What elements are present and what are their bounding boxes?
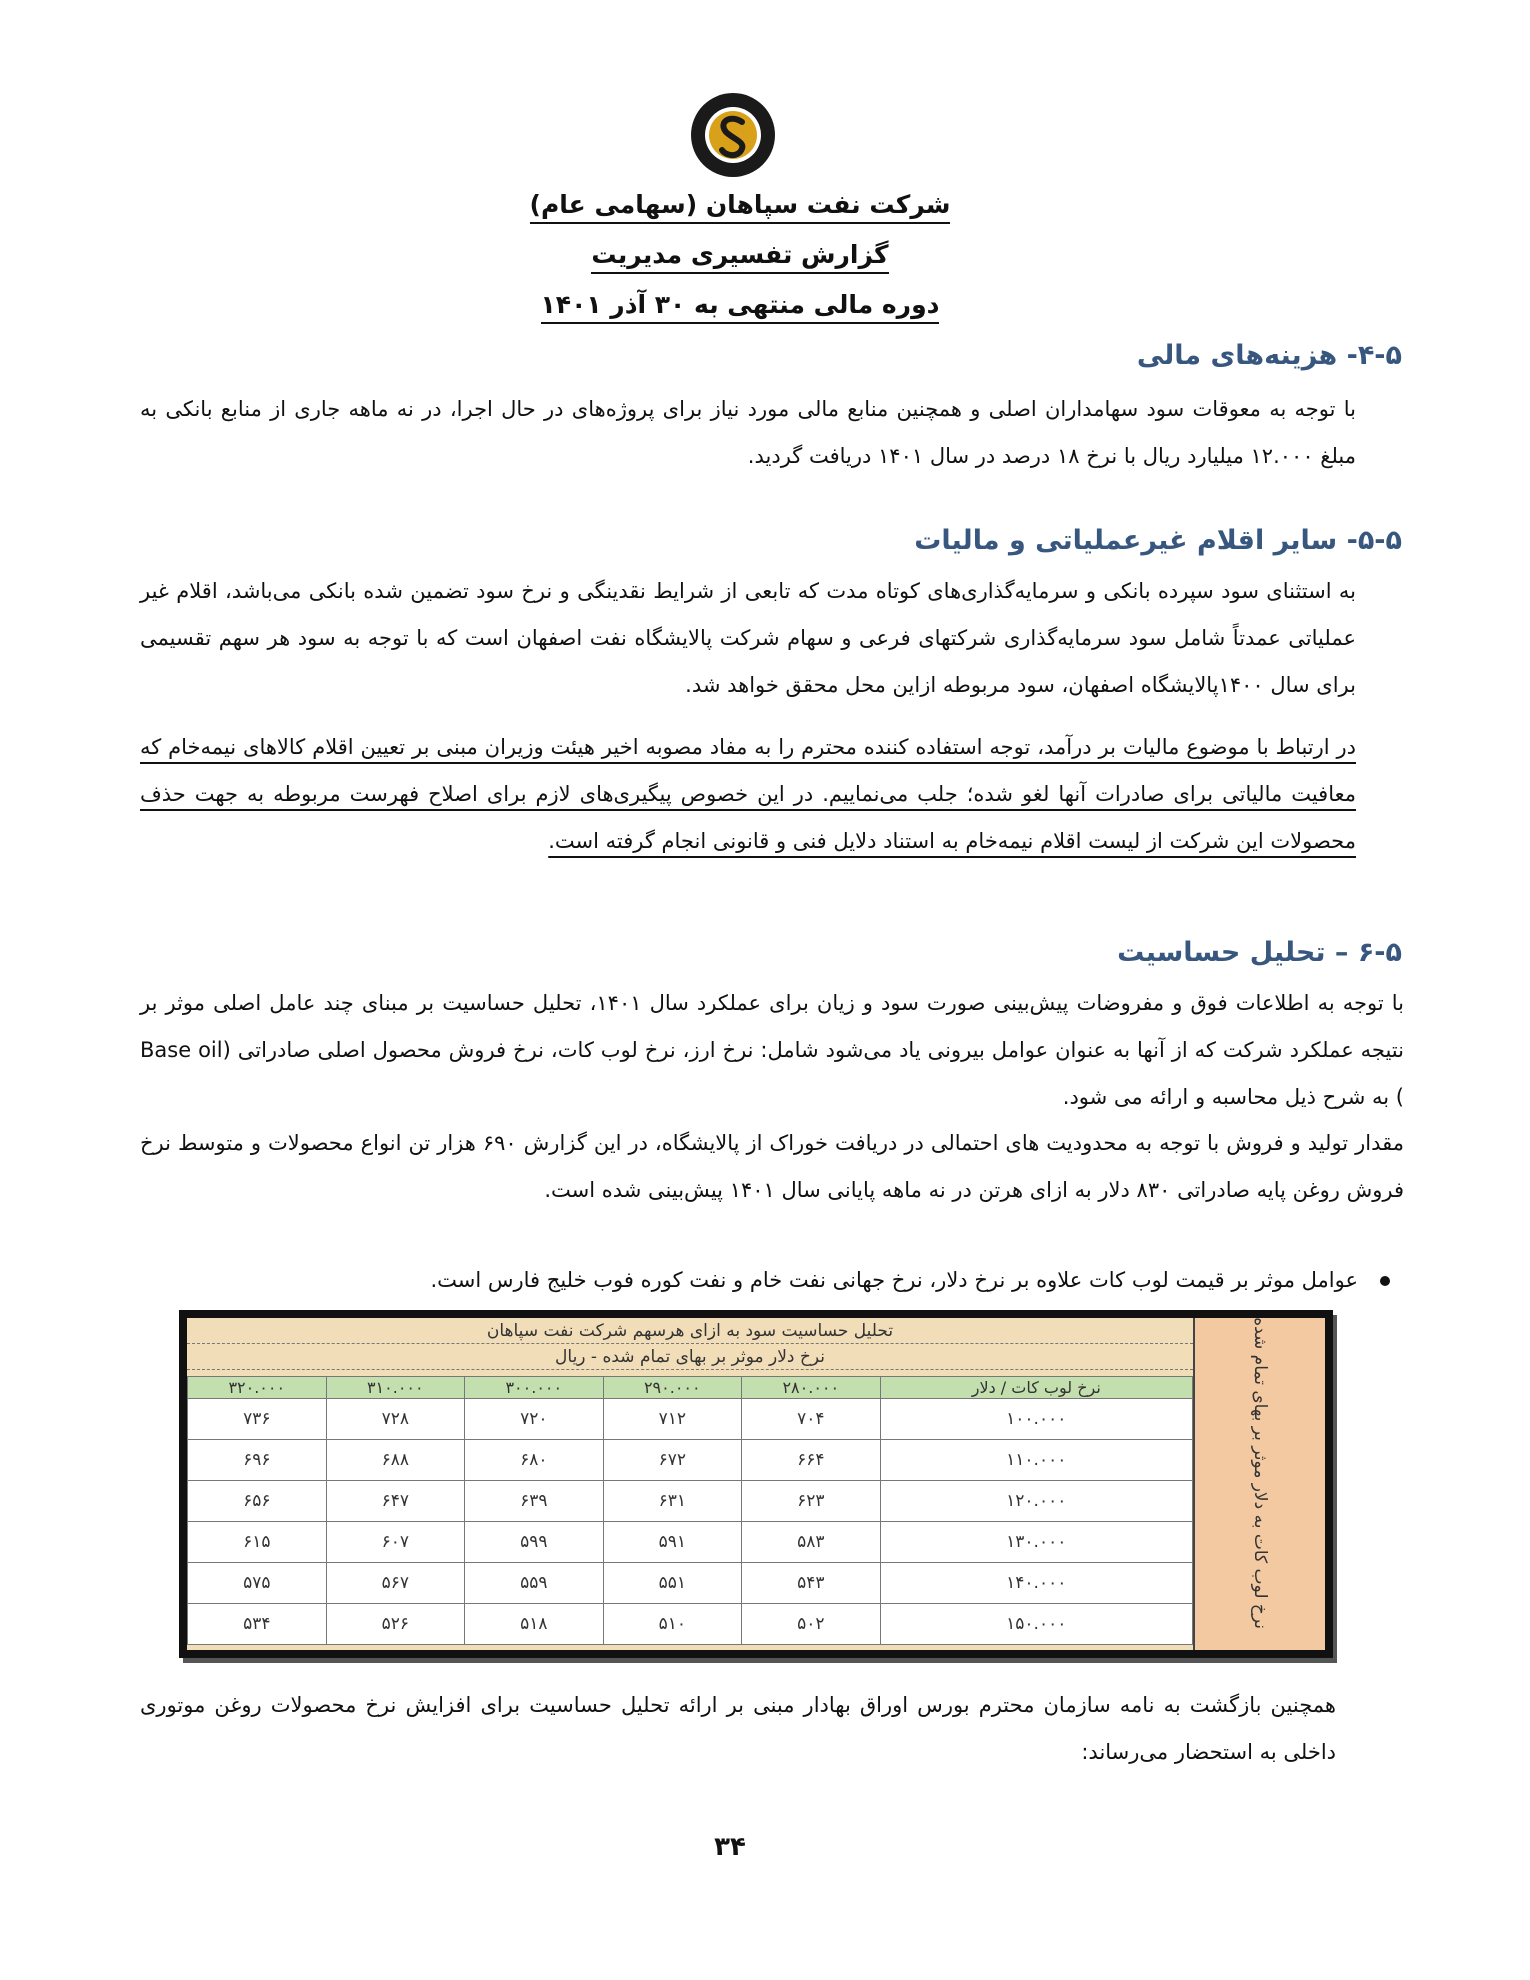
table-cell: ۵۰۲: [742, 1604, 881, 1645]
table-main: [187, 1318, 1193, 1650]
table-cell: ۷۰۴: [742, 1399, 881, 1440]
table-column-header: ۳۲۰.۰۰۰: [188, 1377, 327, 1399]
table-side-label: [1193, 1318, 1325, 1650]
table-cell: ۵۶۷: [326, 1563, 465, 1604]
table-row: [188, 1604, 1193, 1645]
table-row: [188, 1481, 1193, 1522]
section-non-operating-text: به استثنای سود سپرده بانکی و سرمایه‌گذاری‌های کوتاه مدت که تابعی از شرایط نقدینگی و نرخ سود تضمین شده بانکی می‌باشد، اقلام غیر عملیاتی عمدتاً شامل سود سرمایه‌گذاری شرکتهای فرعی و سهام شرکت پالایشگاه نفت اصفهان است که با توجه به سود هر سهم تقسیمی برای سال ۱۴۰۰پالایشگاه اصفهان، سود مربوطه ازاین محل محقق خواهد شد.: [140, 579, 1356, 697]
table-row-key: ۱۲۰.۰۰۰: [880, 1481, 1192, 1522]
table-cell: ۶۶۴: [742, 1440, 881, 1481]
table-row-key: ۱۱۰.۰۰۰: [880, 1440, 1192, 1481]
table-corner-header: نرخ لوب کات / دلار: [880, 1377, 1192, 1399]
section-sensitivity-heading: ۶-۵ – تحلیل حساسیت: [1117, 937, 1402, 968]
table-cell: ۷۳۶: [188, 1399, 327, 1440]
table-cell: ۵۹۱: [603, 1522, 742, 1563]
report-title: گزارش تفسیری مدیریت: [0, 240, 1480, 274]
table-cell: ۶۲۳: [742, 1481, 881, 1522]
table-cell: ۵۴۳: [742, 1563, 881, 1604]
table-cell: ۵۷۵: [188, 1563, 327, 1604]
table-cell: ۶۵۶: [188, 1481, 327, 1522]
table-cell: ۶۳۹: [465, 1481, 604, 1522]
page-number: ۳۴: [714, 1832, 746, 1862]
section-tax-underlined-text: در ارتباط با موضوع مالیات بر درآمد، توجه استفاده کننده محترم را به مفاد مصوبه اخیر هیئت وزیران مبنی بر تعیین اقلام کالاهای نیمه‌خام که معافیت مالیاتی برای صادرات آنها لغو شده؛ جلب می‌نماییم. در این خصوص پیگیری‌های لازم برای اصلاح فهرست مربوطه به جهت حذف محصولات این شرکت از لیست اقلام نیمه‌خام به استناد دلایل فنی و قانونی انجام گرفته است.: [140, 735, 1356, 853]
table-row-key: ۱۰۰.۰۰۰: [880, 1399, 1192, 1440]
table-caption: تحلیل حساسیت سود به ازای هرسهم شرکت نفت سپاهان: [187, 1318, 1193, 1344]
table-cell: ۶۳۱: [603, 1481, 742, 1522]
table-row: [188, 1563, 1193, 1604]
table-cell: ۵۱۰: [603, 1604, 742, 1645]
table-cell: ۷۲۸: [326, 1399, 465, 1440]
table-cell: ۶۰۷: [326, 1522, 465, 1563]
table-cell: ۵۵۱: [603, 1563, 742, 1604]
company-logo: [690, 92, 776, 178]
table-cell: ۶۴۷: [326, 1481, 465, 1522]
table-column-header: ۲۸۰.۰۰۰: [742, 1377, 881, 1399]
table-cell: ۵۸۳: [742, 1522, 881, 1563]
table-cell: ۷۱۲: [603, 1399, 742, 1440]
table-cell: ۵۹۹: [465, 1522, 604, 1563]
section-financial-costs-heading: ۴-۵- هزینه‌های مالی: [1136, 340, 1402, 371]
table-column-header: ۲۹۰.۰۰۰: [603, 1377, 742, 1399]
table-cell: ۶۱۵: [188, 1522, 327, 1563]
table-row: [188, 1399, 1193, 1440]
sensitivity-table: [179, 1310, 1333, 1658]
table-row-key: ۱۵۰.۰۰۰: [880, 1604, 1192, 1645]
bullet-dot-icon: [1380, 1276, 1390, 1286]
section-financial-costs-text: با توجه به معوقات سود سهامداران اصلی و همچنین منابع مالی مورد نیاز برای پروژه‌های در حال اجرا، در نه ماهه جاری از منابع بانکی به مبلغ ۱۲.۰۰۰ میلیارد ریال با نرخ ۱۸ درصد در سال ۱۴۰۱ دریافت گردید.: [140, 397, 1356, 468]
bullet-item: [290, 1262, 1390, 1298]
table-cell: ۶۹۶: [188, 1440, 327, 1481]
table-cell: ۷۲۰: [465, 1399, 604, 1440]
table-column-header: ۳۱۰.۰۰۰: [326, 1377, 465, 1399]
table-row: [188, 1522, 1193, 1563]
table-header-row: [188, 1377, 1193, 1399]
section-sensitivity-text-1: با توجه به اطلاعات فوق و مفروضات پیش‌بینی صورت سود و زیان برای عملکرد سال ۱۴۰۱، تحلیل حساسیت بر مبنای چند عامل اصلی موثر بر نتیجه عملکرد شرکت که از آنها به عنوان عوامل بیرونی یاد می‌شود شامل: نرخ ارز، نرخ لوب کات، نرخ فروش محصول اصلی صادراتی (Base oil ) به شرح ذیل محاسبه و ارائه می شود.: [140, 991, 1404, 1109]
section-sensitivity-text-2: مقدار تولید و فروش با توجه به محدودیت های احتمالی در دریافت خوراک از پالایشگاه، در این گزارش ۶۹۰ هزار تن انواع محصولات و متوسط نرخ فروش روغن پایه صادراتی ۸۳۰ دلار به ازای هرتن در نه ماهه پایانی سال ۱۴۰۱ پیش‌بینی شده است.: [140, 1131, 1404, 1202]
period-title: دوره مالی منتهی به ۳۰ آذر ۱۴۰۱: [0, 290, 1480, 324]
table-cell: ۵۲۶: [326, 1604, 465, 1645]
table-cell: ۶۸۰: [465, 1440, 604, 1481]
table-row-key: ۱۴۰.۰۰۰: [880, 1563, 1192, 1604]
side-label-text: نرخ لوب کات به دلار موثر بر بهای تمام شده: [1250, 1317, 1270, 1629]
table-subcaption: نرخ دلار موثر بر بهای تمام شده - ریال: [187, 1344, 1193, 1370]
table-cell: ۶۷۲: [603, 1440, 742, 1481]
table-cell: ۵۵۹: [465, 1563, 604, 1604]
table-cell: ۵۳۴: [188, 1604, 327, 1645]
table-cell: ۵۱۸: [465, 1604, 604, 1645]
section-non-operating-heading: ۵-۵- سایر اقلام غیرعملیاتی و مالیات: [914, 525, 1402, 556]
table-row: [188, 1440, 1193, 1481]
table-grid: [187, 1376, 1193, 1645]
closing-paragraph: همچنین بازگشت به نامه سازمان محترم بورس اوراق بهادار مبنی بر ارائه تحلیل حساسیت برای افزایش نرخ محصولات روغن موتوری داخلی به استحضار می‌رساند:: [140, 1693, 1336, 1764]
table-column-header: ۳۰۰.۰۰۰: [465, 1377, 604, 1399]
table-cell: ۶۸۸: [326, 1440, 465, 1481]
table-row-key: ۱۳۰.۰۰۰: [880, 1522, 1192, 1563]
bullet-text: عوامل موثر بر قیمت لوب کات علاوه بر نرخ دلار، نرخ جهانی نفت خام و نفت کوره فوب خلیج فارس است.: [430, 1268, 1358, 1292]
company-title: شرکت نفت سپاهان (سهامی عام): [0, 190, 1480, 224]
